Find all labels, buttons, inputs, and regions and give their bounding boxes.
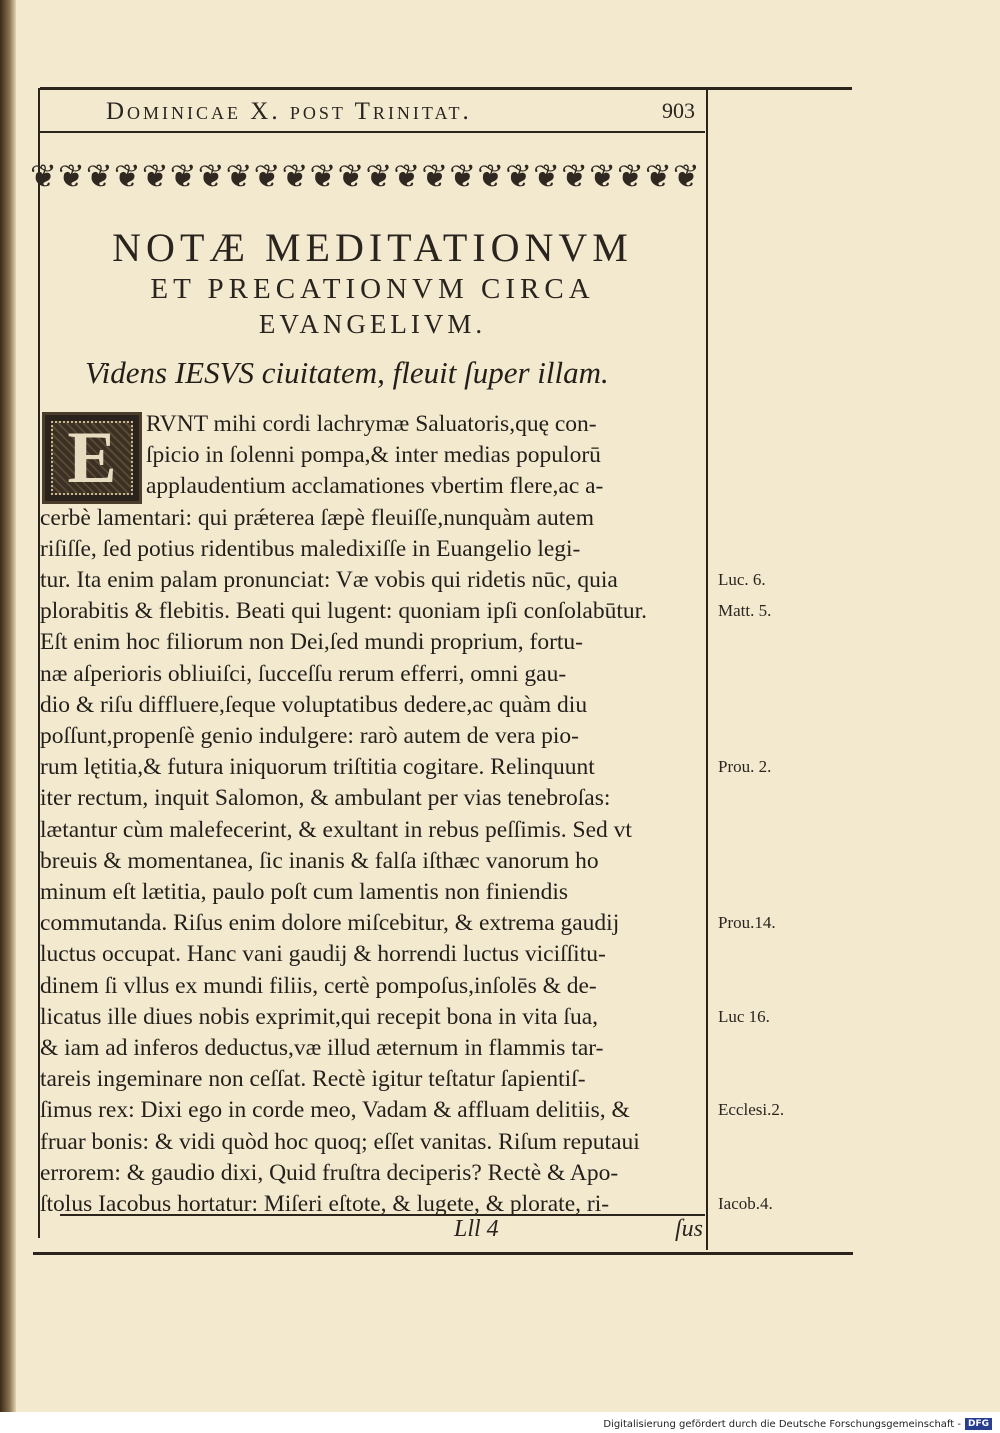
vine-ornament-icon: ❦ — [672, 157, 700, 195]
text-line: riſiſſe, ſed potius ridentibus maledixiſſe in Euangelio legi- — [40, 535, 581, 562]
header-underline-rule — [40, 131, 705, 133]
section-title — [40, 225, 705, 341]
credit-text: Digitalisierung gefördert durch die Deutsche Forschungsgemeinschaft - — [603, 1418, 961, 1430]
text-line: ſimus rex: Dixi ego in corde meo, Vadam & affluam delitiis, & — [40, 1097, 630, 1124]
vine-ornament-icon: ❦ — [449, 157, 477, 195]
vine-ornament-icon: ❦ — [30, 157, 57, 195]
text-line: luctus occupat. Hanc vani gaudij & horrendi luctus viciſſitu- — [40, 941, 606, 968]
vine-ornament-icon: ❦ — [309, 157, 337, 195]
initial-letter: E — [67, 416, 117, 499]
vine-ornament-icon: ❦ — [85, 157, 113, 195]
text-line: tareis ingeminare non ceſſat. Rectè igitur teſtatur ſapientiſ- — [40, 1066, 586, 1093]
title-line-3: EVANGELIVM. — [258, 309, 487, 339]
text-line: poſſunt,propenſè genio indulgere: rarò autem de vera pio- — [40, 723, 580, 749]
vine-ornament-icon: ❦ — [113, 157, 141, 195]
margin-citation: Prou. 2. — [718, 757, 772, 777]
vine-ornament-icon: ❦ — [337, 157, 365, 195]
signature-mark: Lll 4 — [454, 1216, 499, 1242]
text-line: cerbè lamentari: qui prǽterea ſæpè fleuiſſe,nunquàm autem — [40, 504, 594, 531]
vine-ornament-icon: ❦ — [505, 157, 533, 195]
margin-citation: Luc 16. — [718, 1006, 770, 1026]
text-line: Eſt enim hoc filiorum non Dei,ſed mundi proprium, fortu- — [40, 629, 584, 656]
text-line: RVNT mihi cordi lachrymæ Saluatoris,quę con- — [146, 411, 597, 437]
title-line-1: NOTÆ MEDITATIONVM — [112, 225, 633, 270]
text-line: breuis & momentanea, ſic inanis & falſa iſthæc vanorum ho — [40, 847, 599, 874]
vine-ornament-icon: ❦ — [197, 157, 225, 195]
vine-ornament-icon: ❦ — [169, 157, 197, 195]
vine-ornament-icon: ❦ — [477, 157, 505, 195]
bottom-rule — [33, 1252, 853, 1255]
text-line: applaudentium acclamationes vbertim flere,ac a- — [146, 473, 604, 500]
margin-citation: Prou.14. — [718, 913, 776, 933]
vine-ornament-icon: ❦ — [617, 157, 644, 195]
margin-citation: Matt. 5. — [718, 601, 772, 621]
column-divider-rule — [706, 90, 708, 1250]
text-line: tur. Ita enim palam pronunciat: Væ vobis qui ridetis nūc, quia — [40, 567, 618, 593]
page-gutter-shadow — [0, 0, 16, 1412]
vine-ornament-icon: ❦ — [141, 157, 169, 195]
scripture-subheading: Videns IESVS ciuitatem, fleuit ſuper illam. — [85, 355, 609, 390]
decorated-initial — [42, 412, 142, 504]
text-line: licatus ille diues nobis exprimit,qui recepit bona in vita ſua, — [40, 1003, 598, 1030]
text-line: & iam ad inferos deductus,væ illud æternum in flammis tar- — [40, 1035, 604, 1061]
vine-ornament-icon: ❦ — [589, 157, 616, 195]
page-header — [40, 96, 705, 130]
text-line: ſtolus Iacobus hortatur: Miſeri eſtote, & lugete, & plorate, ri- — [40, 1191, 610, 1217]
text-line: fruar bonis: & vidi quòd hoc quoq; eſſet vanitas. Riſum reputaui — [40, 1128, 640, 1155]
text-line: rum lętitia,& futura iniquorum triſtitia cogitare. Relinquunt — [40, 754, 595, 781]
text-line: commutanda. Riſus enim dolore miſcebitur, & extrema gaudij — [40, 910, 620, 937]
vine-ornament-icon: ❦ — [365, 157, 393, 195]
text-line: dinem ſi vllus ex mundi filiis, certè pompoſus,inſolēs & de- — [40, 972, 597, 999]
margin-citation: Luc. 6. — [718, 570, 766, 589]
text-line: næ aſperioris obliuiſci, ſucceſſu rerum efferri, omni gau- — [40, 660, 567, 687]
text-line: ſpicio in ſolenni pompa,& inter medias populorū — [146, 442, 601, 469]
page-footer — [40, 1216, 705, 1248]
dfg-logo: DFG — [965, 1418, 992, 1430]
vine-ornament-icon: ❦ — [225, 157, 253, 195]
digitization-credit — [603, 1418, 992, 1430]
vine-ornament-icon: ❦ — [644, 157, 672, 195]
text-line: minum eſt lætitia, paulo poſt cum lamentis non finiendis — [40, 879, 569, 905]
margin-citation: Ecclesi.2. — [718, 1100, 785, 1120]
page-number: 903 — [662, 98, 695, 123]
catchword: ſus — [674, 1216, 703, 1242]
text-line: errorem: & gaudio dixi, Quid fruſtra deciperis? Rectè & Apo- — [40, 1159, 619, 1186]
ornamental-border — [30, 155, 700, 197]
vine-ornament-icon: ❦ — [253, 157, 281, 195]
text-line: iter rectum, inquit Salomon, & ambulant per vias tenebroſas: — [40, 785, 611, 812]
text-line: plorabitis & flebitis. Beati qui lugent: quoniam ipſi conſolabūtur. — [40, 598, 648, 625]
vine-ornament-icon: ❦ — [533, 157, 560, 195]
title-line-2: ET PRECATIONVM CIRCA — [150, 273, 595, 305]
vine-ornament-icon: ❦ — [57, 157, 85, 195]
running-title: Dominicae X. post Trinitat. — [106, 98, 472, 125]
text-line: dio & riſu diffluere,ſeque voluptatibus dedere,ac quàm diu — [40, 691, 588, 718]
vine-ornament-icon: ❦ — [421, 157, 449, 195]
vine-ornament-icon: ❦ — [281, 157, 309, 195]
vine-ornament-icon: ❦ — [393, 157, 421, 195]
text-line: lætantur cùm malefecerint, & exultant in rebus peſſimis. Sed vt — [40, 816, 632, 843]
top-rule — [40, 87, 852, 90]
vine-ornament-icon: ❦ — [561, 157, 588, 195]
margin-citation: Iacob.4. — [718, 1194, 773, 1213]
